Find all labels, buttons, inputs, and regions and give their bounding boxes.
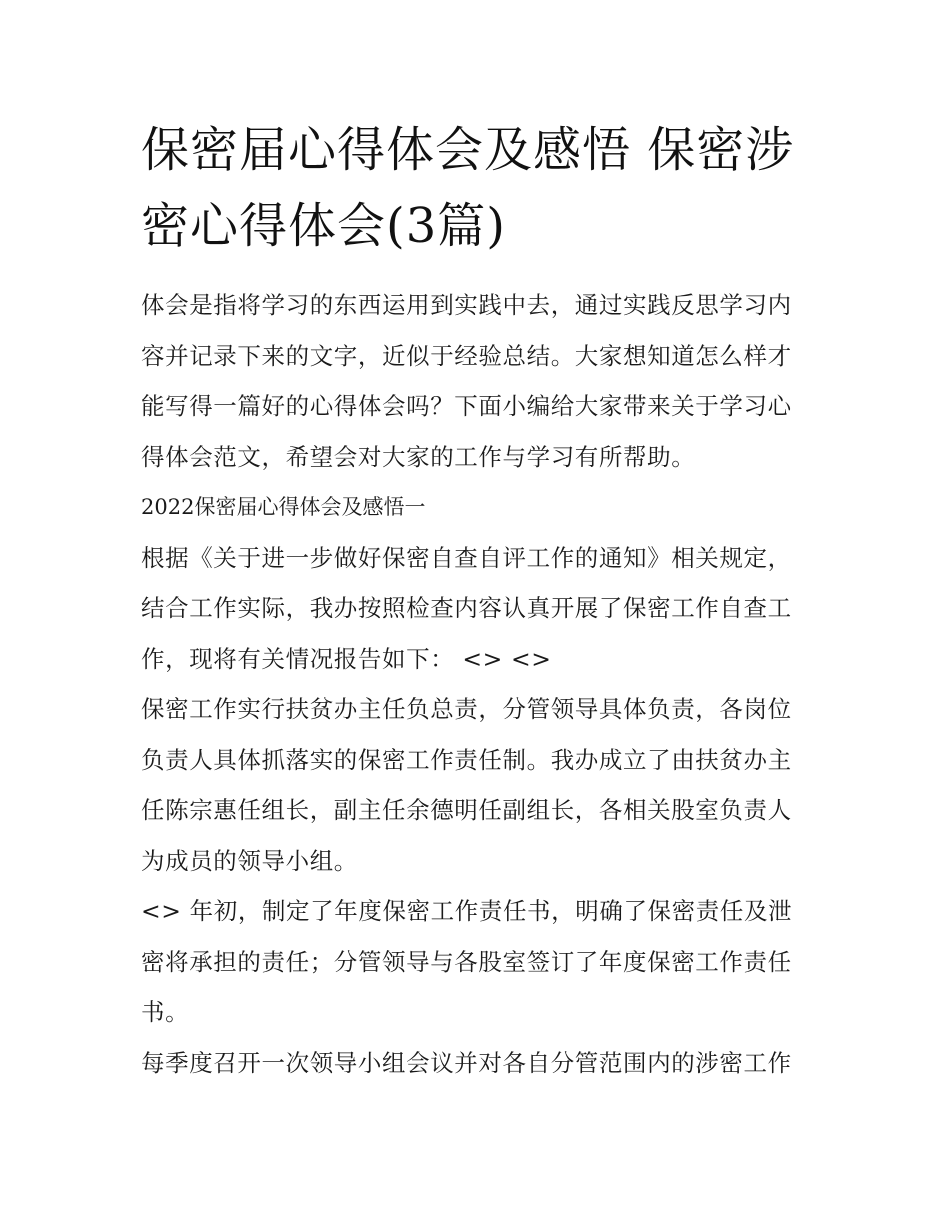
- document-page: [141, 112, 813, 1088]
- body-paragraph: 根据《关于进一步做好保密自查自评工作的通知》相关规定，结合工作实际，我办按照检查内容认真开展了保密工作自查工作，现将有关情况报告如下： <> <>: [141, 543, 792, 673]
- document-title: 保密届心得体会及感悟 保密涉密心得体会(3篇): [141, 122, 795, 254]
- body-paragraph: <> 年初，制定了年度保密工作责任书，明确了保密责任及泄密将承担的责任；分管领导与各股室签订了年度保密工作责任书。: [141, 897, 793, 1026]
- body-paragraph: 保密工作实行扶贫办主任负总责，分管领导具体负责，各岗位负责人具体抓落实的保密工作责任制。我办成立了由扶贫办主任陈宗惠任组长，副主任余德明任副组长，各相关股室负责人为成员的领导小组。: [141, 695, 792, 875]
- body-paragraph: 每季度召开一次领导小组会议并对各自分管范围内的涉密工作: [141, 1048, 792, 1077]
- document-body: [141, 280, 813, 1088]
- section-heading: 2022保密届心得体会及感悟一: [141, 495, 426, 519]
- intro-paragraph: 体会是指将学习的东西运用到实践中去，通过实践反思学习内容并记录下来的文字，近似于经验总结。大家想知道怎么样才能写得一篇好的心得体会吗？下面小编给大家带来关于学习心得体会范文，希望会对大家的工作与学习有所帮助。: [141, 291, 792, 471]
